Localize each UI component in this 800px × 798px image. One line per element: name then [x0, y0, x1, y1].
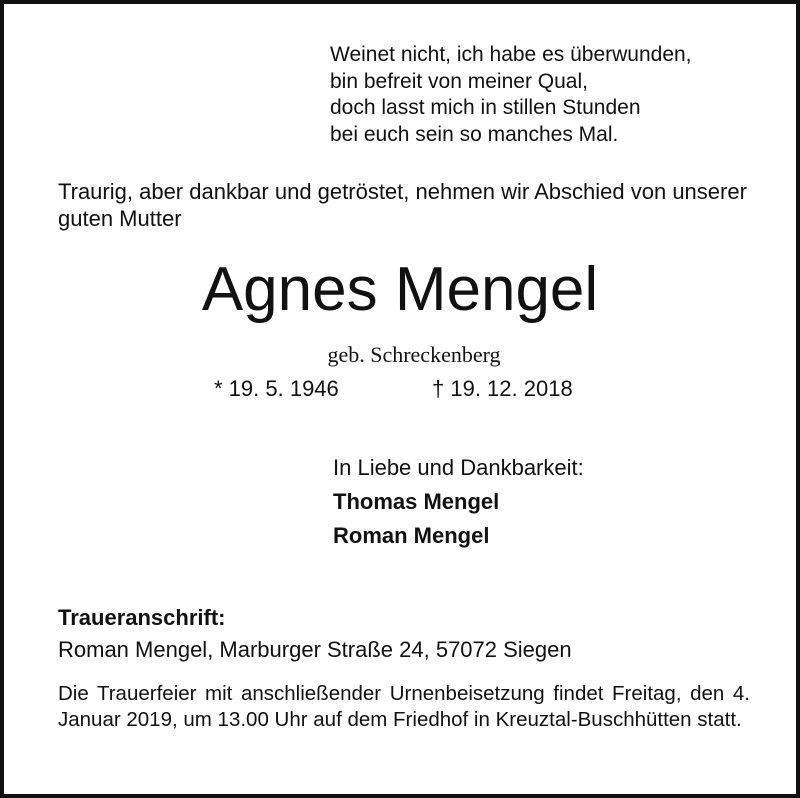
signers: [333, 451, 753, 552]
intro-text: Traurig, aber dankbar und getröstet, nehmen wir Abschied von unserer guten Mutter: [58, 179, 747, 231]
address-heading: Traueranschrift:: [58, 605, 226, 630]
birth-date: * 19. 5. 1946: [214, 376, 339, 401]
poem: [330, 42, 750, 148]
maiden-name: geb. Schreckenberg: [327, 342, 501, 367]
signers-heading: In Liebe und Dankbarkeit:: [333, 455, 584, 480]
poem-line: bin befreit von meiner Qual,: [330, 69, 588, 93]
mourning-address: [58, 602, 758, 666]
deceased-name: Agnes Mengel: [201, 255, 599, 324]
ceremony-text: Die Trauerfeier mit anschließender Urnenbeisetzung findet Freitag, den 4. Januar 2019, um 13.00 Uhr auf dem Friedhof in Kreuztal-Buschhütten statt.: [58, 682, 750, 731]
death-date: † 19. 12. 2018: [432, 376, 573, 401]
poem-line: bei euch sein so manches Mal.: [330, 122, 619, 146]
address-line: Roman Mengel, Marburger Straße 24, 57072 Siegen: [58, 637, 572, 662]
signer-name: Thomas Mengel: [333, 489, 500, 514]
poem-line: Weinet nicht, ich habe es überwunden,: [330, 43, 692, 66]
poem-line: doch lasst mich in stillen Stunden: [330, 96, 641, 119]
signer-name: Roman Mengel: [333, 523, 490, 548]
